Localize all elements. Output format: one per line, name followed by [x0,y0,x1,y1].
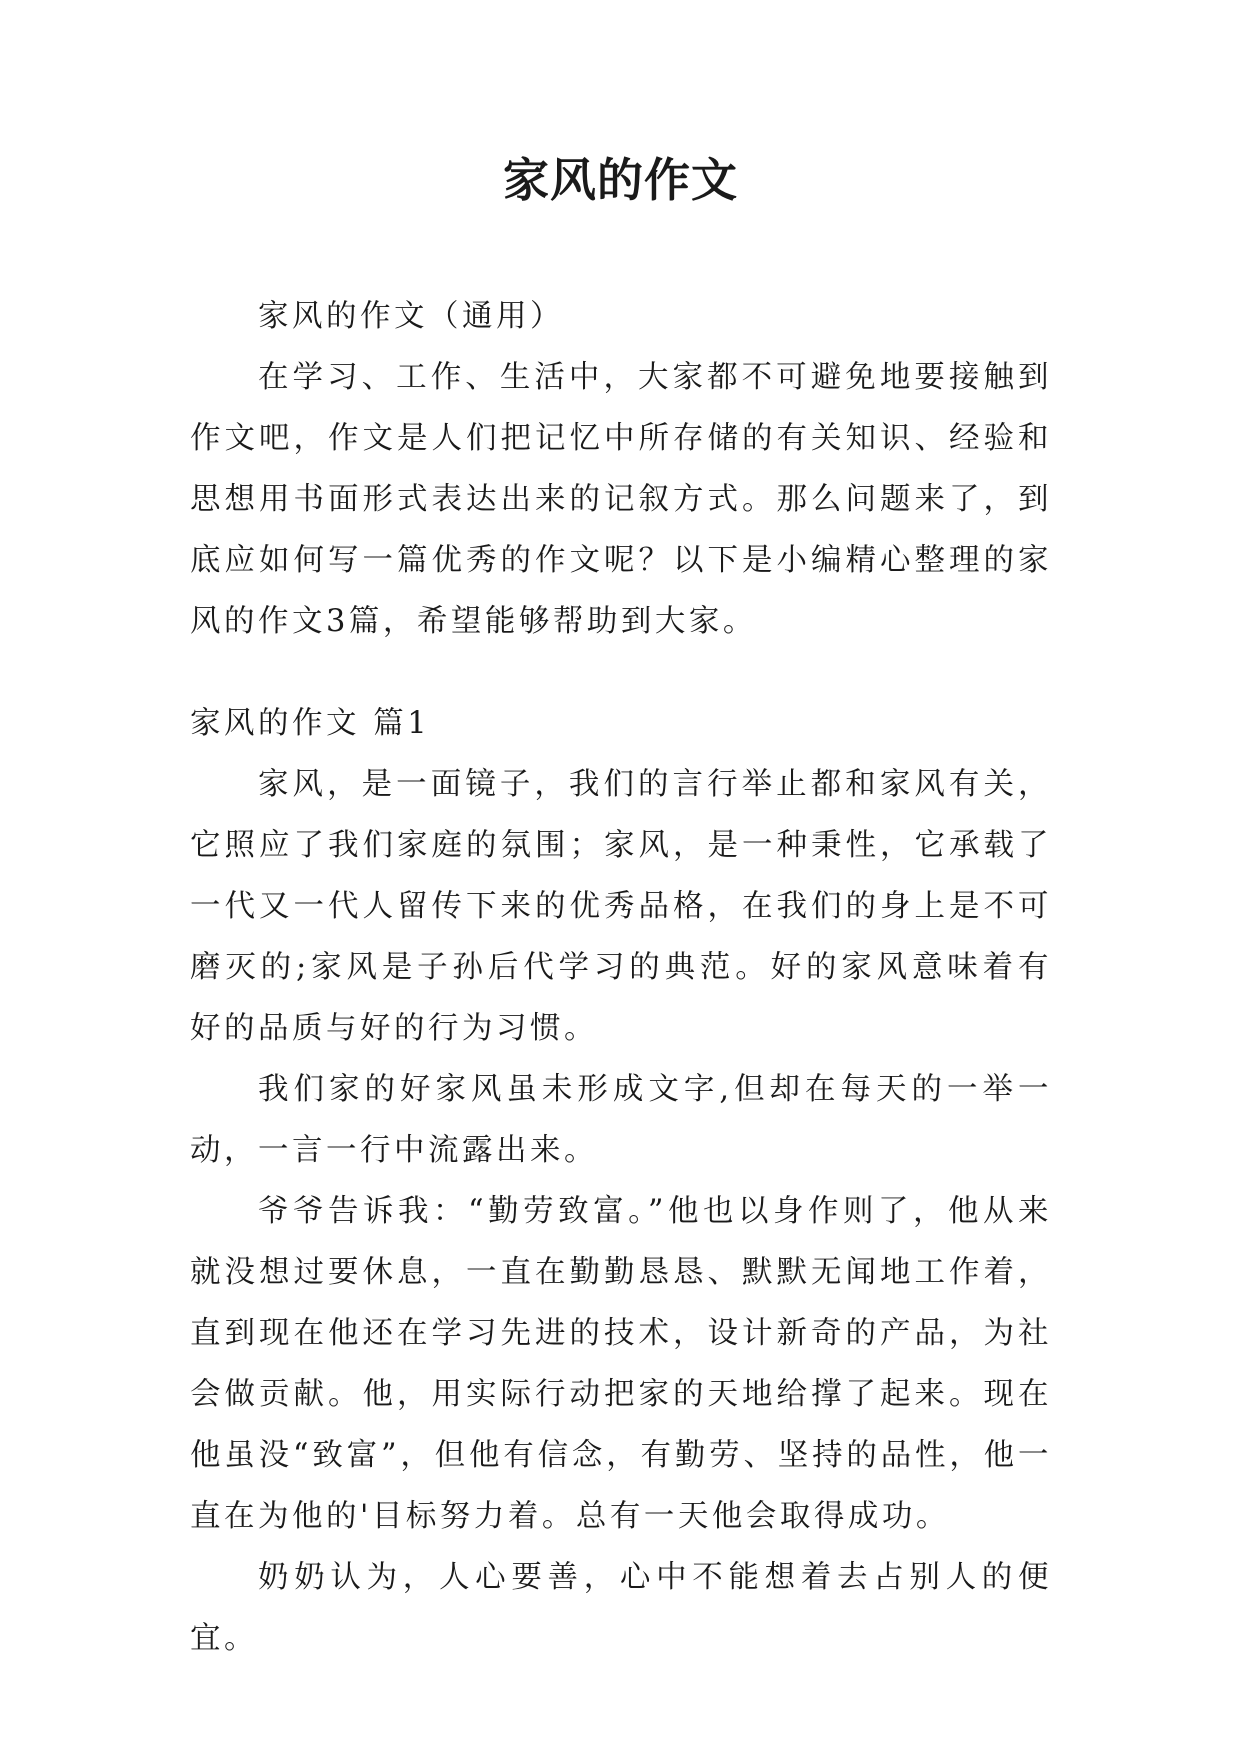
paragraph: 奶奶认为，人心要善，心中不能想着去占别人的便宜。 [190,1560,1052,1656]
paragraph: 家风，是一面镜子，我们的言行举止都和家风有关，它照应了我们家庭的氛围；家风，是一种秉性，它承载了一代又一代人留传下来的优秀品格，在我们的身上是不可磨灭的;家风是子孙后代学习的典范。好的家风意味着有好的品质与好的行为习惯。 [190,767,1052,1046]
document-title: 家风的作文 [503,153,738,207]
subtitle: 家风的作文（通用） [258,299,564,334]
essay-body [190,754,1052,1669]
paragraph: 我们家的好家风虽未形成文字,但却在每天的一举一动，一言一行中流露出来。 [190,1072,1052,1168]
section-heading: 家风的作文 篇1 [190,706,431,741]
paragraph: 爷爷告诉我：“勤劳致富。”他也以身作则了，他从来就没想过要休息，一直在勤勤恳恳、默默无闻地工作着，直到现在他还在学习先进的技术，设计新奇的产品，为社会做贡献。他，用实际行动把家的天地给撑了起来。现在他虽没“致富”，但他有信念，有勤劳、坚持的品性，他一直在为他的'目标努力着。总有一天他会取得成功。 [190,1194,1052,1534]
intro-paragraph: 在学习、工作、生活中，大家都不可避免地要接触到作文吧，作文是人们把记忆中所存储的有关知识、经验和思想用书面形式表达出来的记叙方式。那么问题来了，到底应如何写一篇优秀的作文呢？以下是小编精心整理的家风的作文3篇，希望能够帮助到大家。 [190,360,1052,639]
